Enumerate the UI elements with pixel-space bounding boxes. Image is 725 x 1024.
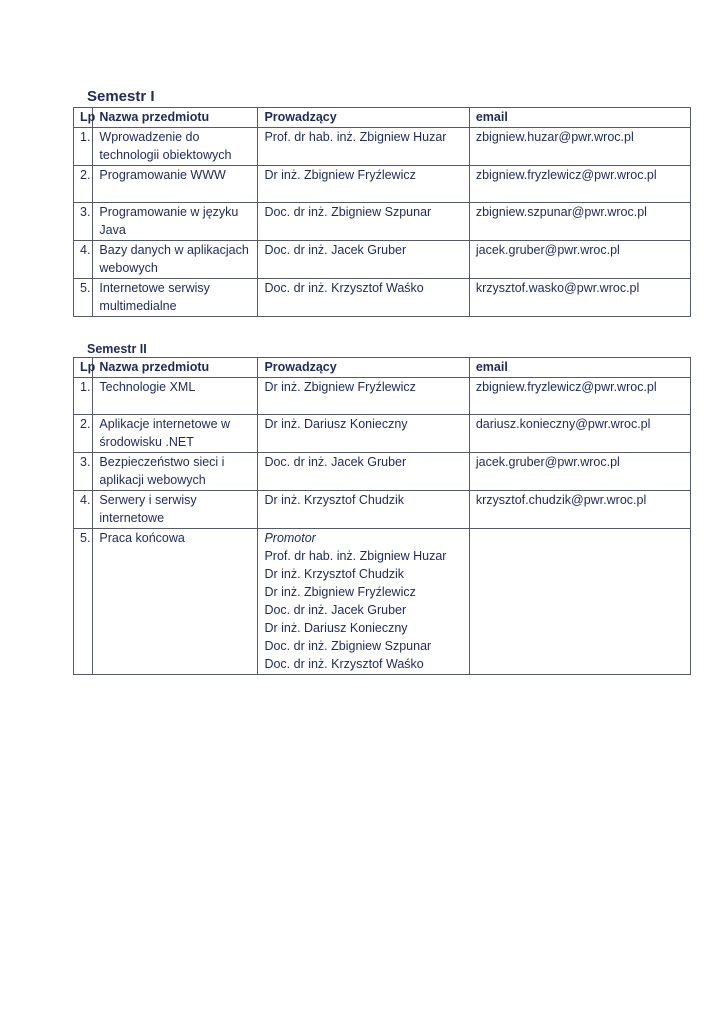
cell-subject: Praca końcowa [93, 529, 258, 675]
cell-lecturer: Doc. dr inż. Jacek Gruber [258, 241, 469, 279]
cell-email: jacek.gruber@pwr.wroc.pl [469, 453, 690, 491]
cell-email: zbigniew.huzar@pwr.wroc.pl [469, 128, 690, 166]
cell-email: krzysztof.wasko@pwr.wroc.pl [469, 279, 690, 317]
cell-lecturer: Doc. dr inż. Jacek Gruber [258, 453, 469, 491]
semester-2-table [73, 357, 691, 675]
table-row [74, 279, 691, 317]
cell-lp: 3. [74, 453, 93, 491]
semester-1-table [73, 107, 691, 317]
cell-subject: Technologie XML [93, 378, 258, 415]
cell-subject: Programowanie w języku Java [93, 203, 258, 241]
header-subject: Nazwa przedmiotu [93, 108, 258, 128]
cell-lp: 4. [74, 241, 93, 279]
cell-lecturer: Dr inż. Zbigniew Fryźlewicz [258, 166, 469, 203]
table-row [74, 453, 691, 491]
cell-email: zbigniew.szpunar@pwr.wroc.pl [469, 203, 690, 241]
cell-lecturer: Doc. dr inż. Zbigniew Szpunar [258, 203, 469, 241]
cell-lecturer: Prof. dr hab. inż. Zbigniew Huzar [258, 128, 469, 166]
cell-lp: 2. [74, 166, 93, 203]
cell-subject: Internetowe serwisy multimedialne [93, 279, 258, 317]
cell-lp: 4. [74, 491, 93, 529]
cell-email [469, 529, 690, 675]
cell-email: dariusz.konieczny@pwr.wroc.pl [469, 415, 690, 453]
table-row-thesis [74, 529, 691, 675]
header-lecturer: Prowadzący [258, 358, 469, 378]
table-row [74, 491, 691, 529]
table-header-row [74, 108, 691, 128]
cell-subject: Bezpieczeństwo sieci i aplikacji webowych [93, 453, 258, 491]
header-lecturer: Prowadzący [258, 108, 469, 128]
table-row [74, 128, 691, 166]
promotor-name: Dr inż. Krzysztof Chudzik [264, 567, 405, 581]
table-row [74, 241, 691, 279]
cell-lp: 2. [74, 415, 93, 453]
header-lp: Lp [74, 358, 93, 378]
cell-subject: Bazy danych w aplikacjach webowych [93, 241, 258, 279]
cell-lecturer: Dr inż. Zbigniew Fryźlewicz [258, 378, 469, 415]
table-row [74, 166, 691, 203]
cell-lp: 1. [74, 128, 93, 166]
cell-lecturer: Doc. dr inż. Krzysztof Waśko [258, 279, 469, 317]
cell-lp: 5. [74, 529, 93, 675]
cell-email: jacek.gruber@pwr.wroc.pl [469, 241, 690, 279]
cell-lp: 1. [74, 378, 93, 415]
cell-email: zbigniew.fryzlewicz@pwr.wroc.pl [469, 378, 690, 415]
table-row [74, 378, 691, 415]
cell-subject: Serwery i serwisy internetowe [93, 491, 258, 529]
table-row [74, 203, 691, 241]
cell-lecturer: Dr inż. Dariusz Konieczny [258, 415, 469, 453]
promotor-name: Prof. dr hab. inż. Zbigniew Huzar [264, 549, 447, 563]
cell-subject: Wprowadzenie do technologii obiektowych [93, 128, 258, 166]
cell-lecturer: Dr inż. Krzysztof Chudzik [258, 491, 469, 529]
header-email: email [469, 108, 690, 128]
cell-email: krzysztof.chudzik@pwr.wroc.pl [469, 491, 690, 529]
promotor-label: Promotor [264, 531, 316, 545]
cell-promotors [258, 529, 469, 675]
cell-lp: 5. [74, 279, 93, 317]
cell-email: zbigniew.fryzlewicz@pwr.wroc.pl [469, 166, 690, 203]
cell-lp: 3. [74, 203, 93, 241]
promotor-name: Doc. dr inż. Krzysztof Waśko [264, 657, 424, 671]
table-row [74, 415, 691, 453]
promotor-name: Doc. dr inż. Jacek Gruber [264, 603, 407, 617]
semester-1-title: Semestr I [87, 88, 155, 105]
promotor-name: Dr inż. Dariusz Konieczny [264, 621, 408, 635]
cell-subject: Programowanie WWW [93, 166, 258, 203]
promotor-name: Dr inż. Zbigniew Fryźlewicz [264, 585, 416, 599]
header-email: email [469, 358, 690, 378]
header-subject: Nazwa przedmiotu [93, 358, 258, 378]
table-header-row [74, 358, 691, 378]
promotor-name: Doc. dr inż. Zbigniew Szpunar [264, 639, 432, 653]
semester-2-title: Semestr II [87, 342, 147, 356]
header-lp: Lp [74, 108, 93, 128]
cell-subject: Aplikacje internetowe w środowisku .NET [93, 415, 258, 453]
